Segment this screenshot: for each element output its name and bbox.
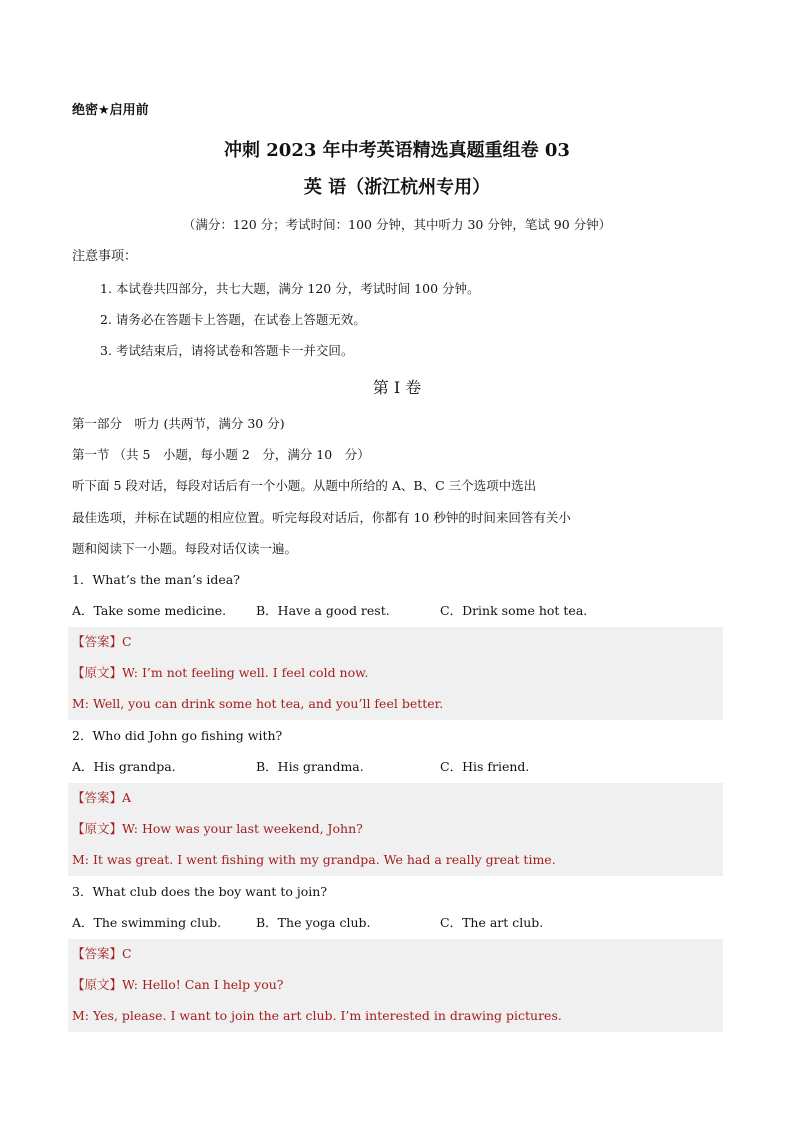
question-stem: 1．What’s the man’s idea? — [72, 572, 240, 587]
option-c: C．The art club. — [440, 915, 544, 930]
section-title: 第一节 （共 5 小题，每小题 2 分，满分 10 分） — [72, 447, 370, 462]
transcript-text: W: I’m not feeling well. I feel cold now. — [122, 665, 369, 680]
option-c: C．Drink some hot tea. — [440, 603, 588, 618]
option-a: A．The swimming club. — [72, 915, 222, 930]
option-b: B．The yoga club. — [256, 915, 371, 930]
confidential-label: 绝密★启用前 — [72, 103, 149, 118]
volume-title: 第 I 卷 — [372, 378, 422, 397]
transcript-text: W: How was your last weekend, John? — [122, 821, 363, 836]
question-options — [72, 602, 732, 620]
answer-tag: 【答案】 — [72, 634, 123, 649]
notice-item: 1. 本试卷共四部分，共七大题，满分 120 分，考试时间 100 分钟。 — [100, 281, 480, 296]
transcript-text: W: Hello! Can I help you? — [122, 977, 284, 992]
question-options — [72, 914, 732, 932]
answer-tag: 【答案】 — [72, 790, 123, 805]
exam-subtitle: 英 语（浙江杭州专用） — [303, 177, 491, 198]
notice-item: 3. 考试结束后，请将试卷和答题卡一并交回。 — [100, 343, 354, 358]
transcript-line — [72, 664, 368, 682]
instruction-line: 听下面 5 段对话，每段对话后有一个小题。从题中所给的 A、B、C 三个选项中选出 — [72, 478, 537, 493]
transcript-line — [72, 820, 363, 838]
option-a: A．Take some medicine. — [72, 603, 227, 618]
question-stem: 3．What club does the boy want to join? — [72, 884, 328, 899]
exam-title: 冲刺 2023 年中考英语精选真题重组卷 03 — [224, 140, 570, 161]
transcript-line: M: Well, you can drink some hot tea, and you’ll feel better. — [72, 696, 444, 711]
answer-line — [72, 945, 132, 963]
transcript-line: M: Yes, please. I want to join the art club. I’m interested in drawing pictures. — [72, 1008, 562, 1023]
instruction-line: 最佳选项，并标在试题的相应位置。听完每段对话后，你都有 10 秒钟的时间来回答有关小 — [72, 510, 571, 525]
option-b: B．Have a good rest. — [256, 603, 390, 618]
question-options — [72, 758, 732, 776]
answer-value: C — [122, 634, 132, 649]
instruction-line: 题和阅读下一小题。每段对话仅读一遍。 — [72, 541, 298, 556]
notice-item: 2. 请务必在答题卡上答题，在试卷上答题无效。 — [100, 312, 366, 327]
answer-tag: 【答案】 — [72, 946, 123, 961]
answer-line — [72, 789, 131, 807]
option-a: A．His grandpa. — [72, 759, 176, 774]
question-stem: 2．Who did John go fishing with? — [72, 728, 283, 743]
transcript-tag: 【原文】 — [72, 665, 123, 680]
transcript-tag: 【原文】 — [72, 977, 123, 992]
transcript-tag: 【原文】 — [72, 821, 123, 836]
notice-heading: 注意事项： — [72, 249, 138, 264]
transcript-line: M: It was great. I went fishing with my grandpa. We had a really great time. — [72, 852, 556, 867]
answer-line — [72, 633, 132, 651]
score-info: （满分：120 分；考试时间：100 分钟，其中听力 30 分钟，笔试 90 分钟） — [182, 217, 612, 232]
part-title: 第一部分 听力 (共两节，满分 30 分) — [72, 416, 285, 431]
answer-value: C — [122, 946, 132, 961]
transcript-line — [72, 976, 284, 994]
option-b: B．His grandma. — [256, 759, 364, 774]
answer-value: A — [122, 790, 132, 805]
option-c: C．His friend. — [440, 759, 530, 774]
